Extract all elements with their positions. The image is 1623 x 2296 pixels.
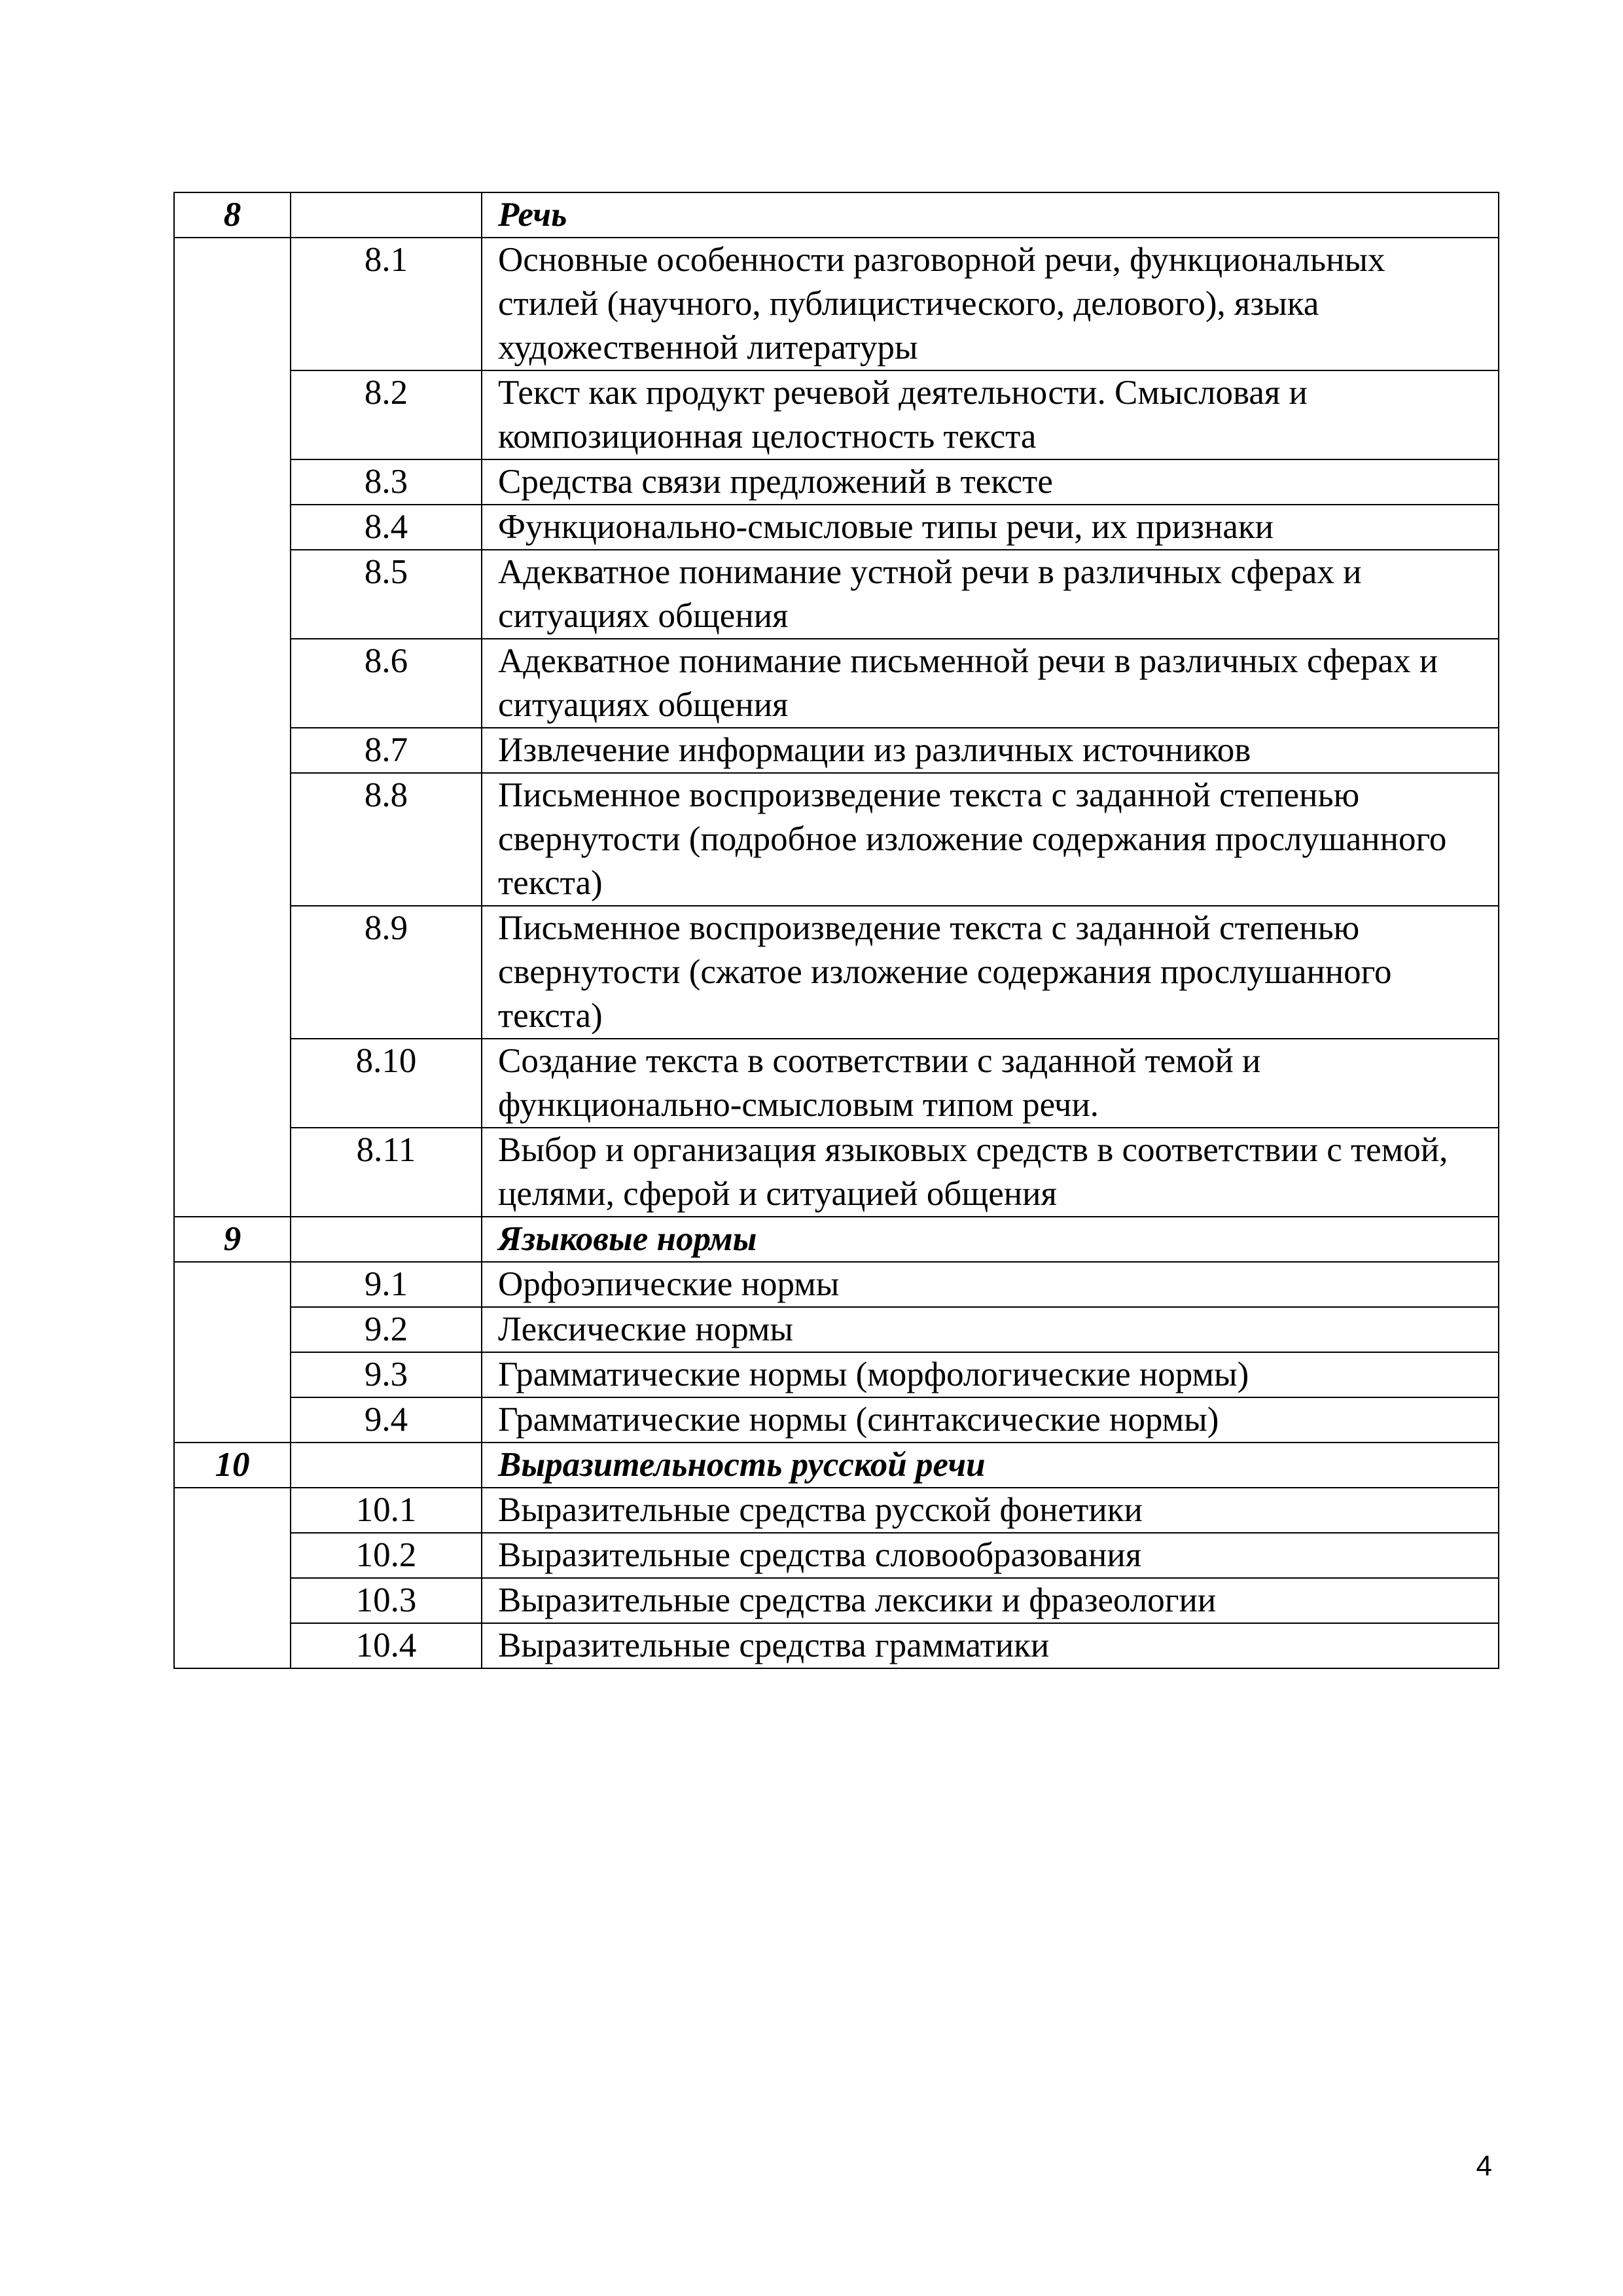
table-row [174, 1307, 1499, 1352]
table-row [174, 459, 1499, 505]
section-spacer-cell [174, 238, 291, 1217]
section-number: 9 [174, 1217, 291, 1262]
table-row [174, 906, 1499, 1039]
table-row [174, 1397, 1499, 1443]
section-title: Речь [482, 192, 1499, 238]
table-row [174, 370, 1499, 459]
item-number: 8.7 [291, 728, 482, 773]
item-text: Извлечение информации из различных источников [482, 728, 1499, 773]
table-row [174, 1578, 1499, 1623]
table-row [174, 1262, 1499, 1307]
section-spacer-cell [174, 1262, 291, 1443]
section-header-row [174, 1443, 1499, 1488]
table-row [174, 1128, 1499, 1217]
item-number: 9.1 [291, 1262, 482, 1307]
table-row [174, 1039, 1499, 1128]
item-number: 8.8 [291, 773, 482, 906]
table-row [174, 1352, 1499, 1397]
item-text: Орфоэпические нормы [482, 1262, 1499, 1307]
table-row [174, 505, 1499, 550]
table-row [174, 1533, 1499, 1578]
table-row [174, 773, 1499, 906]
table-row [174, 238, 1499, 370]
item-text: Выразительные средства русской фонетики [482, 1488, 1499, 1533]
item-text: Адекватное понимание письменной речи в различных сферах и ситуациях общения [482, 639, 1499, 728]
item-number: 8.11 [291, 1128, 482, 1217]
item-number: 9.2 [291, 1307, 482, 1352]
section-number: 10 [174, 1443, 291, 1488]
item-number: 8.1 [291, 238, 482, 370]
item-text: Письменное воспроизведение текста с заданной степенью свернутости (подробное изложение содержания прослушанного текста) [482, 773, 1499, 906]
item-text: Адекватное понимание устной речи в различных сферах и ситуациях общения [482, 550, 1499, 639]
section-header-row [174, 1217, 1499, 1262]
item-text: Грамматические нормы (синтаксические нормы) [482, 1397, 1499, 1443]
item-text: Выбор и организация языковых средств в соответствии с темой, целями, сферой и ситуацией общения [482, 1128, 1499, 1217]
item-number: 10.4 [291, 1623, 482, 1668]
section-spacer-cell [174, 1488, 291, 1668]
item-number: 10.1 [291, 1488, 482, 1533]
section-empty-cell [291, 1443, 482, 1488]
section-empty-cell [291, 192, 482, 238]
section-header-row [174, 192, 1499, 238]
item-number: 8.2 [291, 370, 482, 459]
item-number: 10.2 [291, 1533, 482, 1578]
section-title: Выразительность русской речи [482, 1443, 1499, 1488]
item-text: Функционально-смысловые типы речи, их признаки [482, 505, 1499, 550]
item-number: 9.4 [291, 1397, 482, 1443]
item-text: Средства связи предложений в тексте [482, 459, 1499, 505]
section-title: Языковые нормы [482, 1217, 1499, 1262]
table-row [174, 639, 1499, 728]
section-empty-cell [291, 1217, 482, 1262]
item-text: Выразительные средства грамматики [482, 1623, 1499, 1668]
item-number: 8.9 [291, 906, 482, 1039]
item-number: 8.5 [291, 550, 482, 639]
item-number: 8.10 [291, 1039, 482, 1128]
table-body [174, 192, 1499, 1668]
item-text: Основные особенности разговорной речи, функциональных стилей (научного, публицистического, делового), языка художественной литературы [482, 238, 1499, 370]
table-row [174, 728, 1499, 773]
item-text: Грамматические нормы (морфологические нормы) [482, 1352, 1499, 1397]
section-number: 8 [174, 192, 291, 238]
page-number: 4 [1476, 2150, 1492, 2182]
table-row [174, 1623, 1499, 1668]
item-text: Создание текста в соответствии с заданной темой и функционально-смысловым типом речи. [482, 1039, 1499, 1128]
item-text: Письменное воспроизведение текста с заданной степенью свернутости (сжатое изложение содержания прослушанного текста) [482, 906, 1499, 1039]
table-row [174, 550, 1499, 639]
item-number: 9.3 [291, 1352, 482, 1397]
item-text: Текст как продукт речевой деятельности. Смысловая и композиционная целостность текста [482, 370, 1499, 459]
item-number: 8.4 [291, 505, 482, 550]
table-row [174, 1488, 1499, 1533]
item-number: 8.6 [291, 639, 482, 728]
content-table [173, 192, 1499, 1669]
item-number: 8.3 [291, 459, 482, 505]
item-text: Выразительные средства лексики и фразеологии [482, 1578, 1499, 1623]
item-text: Выразительные средства словообразования [482, 1533, 1499, 1578]
item-text: Лексические нормы [482, 1307, 1499, 1352]
item-number: 10.3 [291, 1578, 482, 1623]
